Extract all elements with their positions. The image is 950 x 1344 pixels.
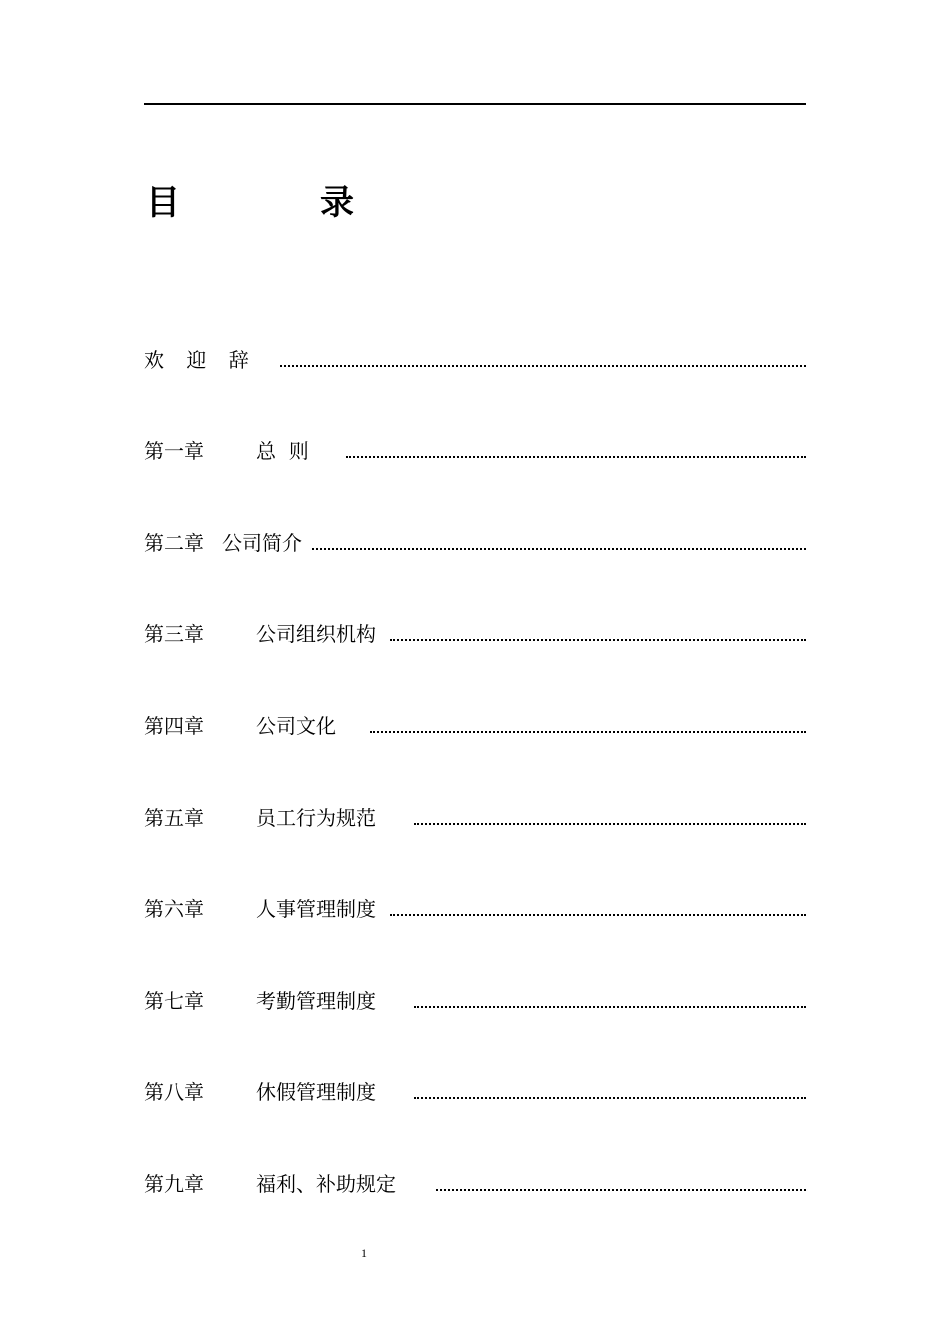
toc-entry-title: 总 则 xyxy=(256,439,309,463)
toc-dot-leader xyxy=(390,914,806,916)
toc-entry-chapter-6[interactable] xyxy=(144,889,806,929)
toc-entry-chapter-7[interactable] xyxy=(144,981,806,1021)
toc-dot-leader xyxy=(346,456,806,458)
toc-entry-number: 第三章 xyxy=(144,622,204,646)
toc-entry-welcome[interactable] xyxy=(144,340,806,380)
toc-entry-number: 第一章 xyxy=(144,439,204,463)
toc-entry-title: 公司组织机构 xyxy=(256,622,376,646)
toc-entry-title: 休假管理制度 xyxy=(256,1080,376,1104)
toc-entry-number: 第五章 xyxy=(144,806,204,830)
toc-entry-title: 人事管理制度 xyxy=(256,897,376,921)
toc-entry-chapter-3[interactable] xyxy=(144,614,806,654)
toc-entry-chapter-4[interactable] xyxy=(144,706,806,746)
toc-entry-title: 员工行为规范 xyxy=(256,806,376,830)
toc-dot-leader xyxy=(312,548,806,550)
toc-dot-leader xyxy=(414,1006,806,1008)
toc-title-char-2: 录 xyxy=(320,183,354,223)
toc-dot-leader xyxy=(414,1097,806,1099)
page-number: 1 xyxy=(361,1246,367,1260)
toc-entry-number: 第八章 xyxy=(144,1080,204,1104)
toc-entry-number: 第九章 xyxy=(144,1172,204,1196)
toc-dot-leader xyxy=(280,365,806,367)
toc-entry-title: 公司简介 xyxy=(222,531,302,555)
toc-dot-leader xyxy=(390,639,806,641)
toc-entry-title: 福利、补助规定 xyxy=(256,1172,396,1196)
toc-dot-leader xyxy=(436,1189,806,1191)
toc-entry-chapter-1[interactable] xyxy=(144,431,806,471)
toc-entry-number: 第四章 xyxy=(144,714,204,738)
toc-title xyxy=(146,178,406,228)
toc-entry-number: 第六章 xyxy=(144,897,204,921)
toc-entry-chapter-9[interactable] xyxy=(144,1164,806,1204)
toc-entry-title: 公司文化 xyxy=(256,714,336,738)
header-rule xyxy=(144,103,806,105)
toc-title-char-1: 目 xyxy=(146,183,180,223)
toc-entry-number: 第二章 xyxy=(144,531,204,555)
toc-entry-title: 考勤管理制度 xyxy=(256,989,376,1013)
toc-dot-leader xyxy=(414,823,806,825)
toc-entry-chapter-2[interactable] xyxy=(144,523,806,563)
toc-entry-number: 欢 迎 辞 xyxy=(144,348,257,372)
toc-entry-number: 第七章 xyxy=(144,989,204,1013)
toc-entry-chapter-8[interactable] xyxy=(144,1072,806,1112)
toc-dot-leader xyxy=(370,731,806,733)
toc-entry-chapter-5[interactable] xyxy=(144,798,806,838)
